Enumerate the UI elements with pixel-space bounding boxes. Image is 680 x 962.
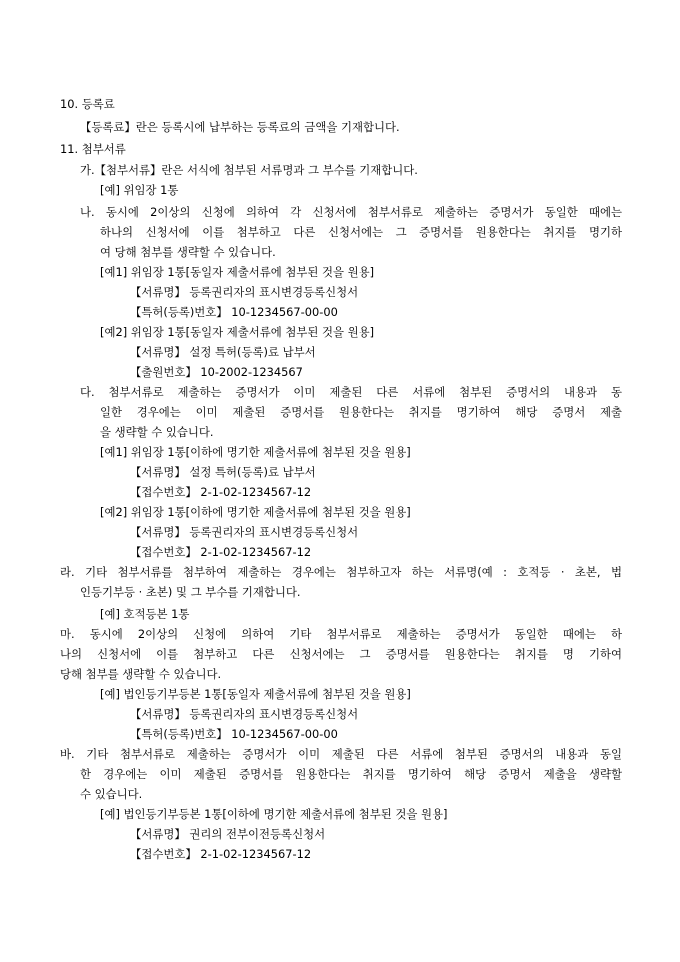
item-da-line-3: 을 생략할 수 있습니다. [100,425,214,439]
item-ba-line-1: 바. 기타 첨부서류로 제출하는 증명서가 이미 제출된 다른 서류에 첨부된 증명서의 내용과 동일 [60,747,622,761]
section-11-title: 11. 첨부서류 [60,142,126,156]
item-na-example-1-number: 【특허(등록)번호】 10-1234567-00-00 [130,305,338,319]
item-da-example-1-number: 【접수번호】 2-1-02-1234567-12 [130,485,312,499]
item-ba-example-number: 【접수번호】 2-1-02-1234567-12 [130,847,312,861]
item-da-example-2-number: 【접수번호】 2-1-02-1234567-12 [130,545,312,559]
item-ga-text: 가.【첨부서류】란은 서식에 첨부된 서류명과 그 부수를 기재합니다. [80,163,418,177]
item-ra-line-1: 라. 기타 첨부서류를 첨부하여 제출하는 경우에는 첨부하고자 하는 서류명(예 : 호적등 · 초본, 법 [60,565,622,579]
item-na-line-1: 나. 동시에 2이상의 신청에 의하여 각 신청서에 첨부서류로 제출하는 증명서가 동일한 때에는 [80,205,622,219]
item-ba-example-doc-name: 【서류명】 권리의 전부이전등록신청서 [130,827,326,841]
item-na-example-1-doc-name: 【서류명】 등록권리자의 표시변경등록신청서 [130,285,359,299]
item-ma-line-2: 나의 신청서에 이를 첨부하고 다른 신청서에는 그 증명서를 원용한다는 취지를 명 기하여 [60,647,622,661]
item-na-example-2: [예2] 위임장 1통[동일자 제출서류에 첨부된 것을 원용] [100,325,375,339]
item-na-example-2-number: 【출원번호】 10-2002-1234567 [130,365,303,379]
item-da-line-2: 일한 경우에는 이미 제출된 증명서를 원용한다는 취지를 명기하여 해당 증명서 제출 [100,405,622,419]
item-na-example-1: [예1] 위임장 1통[동일자 제출서류에 첨부된 것을 원용] [100,265,375,279]
item-da-example-2-doc-name: 【서류명】 등록권리자의 표시변경등록신청서 [130,525,359,539]
item-ra-line-2: 인등기부등 · 초본) 및 그 부수를 기재합니다. [80,585,301,599]
item-ba-example: [예] 법인등기부등본 1통[이하에 명기한 제출서류에 첨부된 것을 원용] [100,807,448,821]
item-ma-example: [예] 법인등기부등본 1통[동일자 제출서류에 첨부된 것을 원용] [100,687,411,701]
item-ma-example-doc-name: 【서류명】 등록권리자의 표시변경등록신청서 [130,707,359,721]
item-da-example-1: [예1] 위임장 1통[이하에 명기한 제출서류에 첨부된 것을 원용] [100,445,411,459]
item-ga-example: [예] 위임장 1통 [100,183,179,197]
item-ra-example: [예] 호적등본 1통 [100,607,190,621]
item-da-line-1: 다. 첨부서류로 제출하는 증명서가 이미 제출된 다른 서류에 첨부된 증명서의 내용과 동 [80,385,622,399]
item-da-example-1-doc-name: 【서류명】 설정 특허(등록)료 납부서 [130,465,316,479]
item-ba-line-3: 수 있습니다. [80,787,143,801]
item-na-example-2-doc-name: 【서류명】 설정 특허(등록)료 납부서 [130,345,316,359]
item-na-line-2: 하나의 신청서에 이를 첨부하고 다른 신청서에는 그 증명서를 원용한다는 취지를 명기하 [100,225,622,239]
item-na-line-3: 여 당해 첨부를 생략할 수 있습니다. [100,245,276,259]
section-10-title: 10. 등록료 [60,97,115,111]
item-ba-line-2: 한 경우에는 이미 제출된 증명서를 원용한다는 취지를 명기하여 해당 증명서 제출을 생략할 [80,767,622,781]
item-ma-line-1: 마. 동시에 2이상의 신청에 의하여 기타 첨부서류로 제출하는 증명서가 동일한 때에는 하 [60,627,622,641]
item-ma-line-3: 당해 첨부를 생략할 수 있습니다. [60,667,222,681]
item-ma-example-number: 【특허(등록)번호】 10-1234567-00-00 [130,727,338,741]
section-10-body: 【등록료】란은 등록시에 납부하는 등록료의 금액을 기재합니다. [80,120,400,134]
item-da-example-2: [예2] 위임장 1통[이하에 명기한 제출서류에 첨부된 것을 원용] [100,505,411,519]
